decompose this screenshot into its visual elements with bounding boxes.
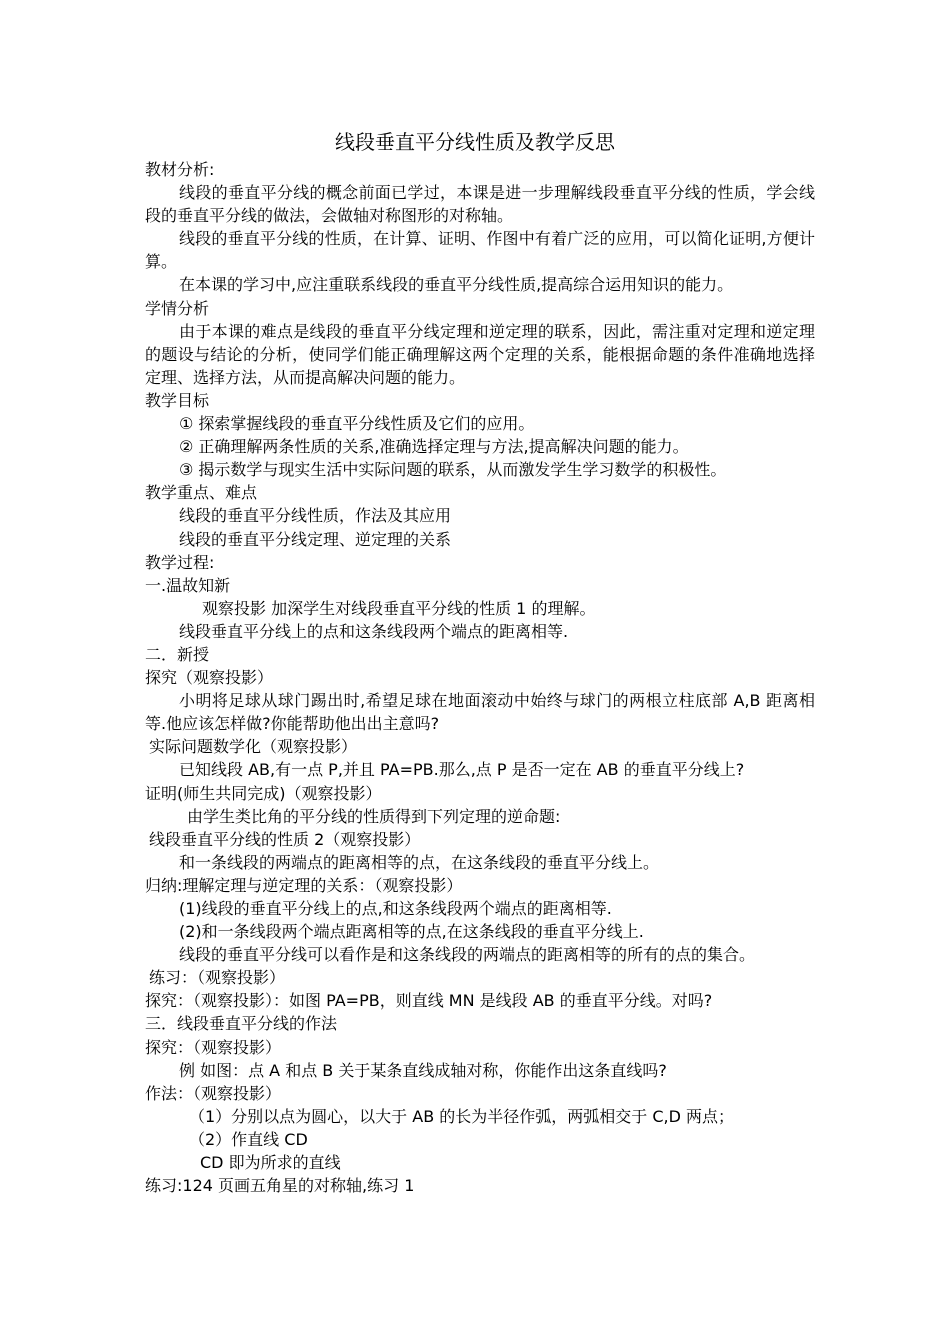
list-item: (2)和一条线段两个端点距离相等的点,在这条线段的垂直平分线上. — [179, 922, 644, 942]
document-title: 线段垂直平分线性质及教学反思 — [335, 130, 615, 154]
list-item: (1)线段的垂直平分线上的点,和这条线段两个端点的距离相等. — [179, 899, 612, 918]
subheading: 练习：（观察投影） — [149, 968, 286, 988]
subheading: 证明(师生共同完成)（观察投影） — [145, 783, 382, 803]
section-heading: 一.温故知新 — [145, 575, 231, 595]
section-heading: 二．新授 — [145, 644, 210, 664]
heading-student-analysis: 学情分析 — [145, 298, 210, 318]
paragraph: 线段的垂直平分线定理、逆定理的关系 — [179, 529, 452, 549]
paragraph: 线段的垂直平分线的概念前面已学过，本课是进一步理解线段垂直平分线的性质，学会线段的垂直平分线的做法，会做轴对称图形的对称轴。 — [145, 183, 815, 226]
paragraph: 观察投影 加深学生对线段垂直平分线的性质 1 的理解。 — [202, 598, 596, 618]
paragraph: 探究：（观察投影）：如图 PA=PB，则直线 MN 是线段 AB 的垂直平分线。对吗? — [145, 991, 713, 1011]
subheading: 线段垂直平分线的性质 2（观察投影） — [149, 829, 421, 849]
paragraph: 在本课的学习中,应注重联系线段的垂直平分线性质,提高综合运用知识的能力。 — [179, 275, 734, 295]
paragraph: 线段的垂直平分线可以看作是和这条线段的两端点的距离相等的所有的点的集合。 — [179, 945, 756, 965]
heading-textbook-analysis: 教材分析: — [145, 160, 215, 179]
paragraph: 练习:124 页画五角星的对称轴,练习 1 — [145, 1176, 415, 1196]
section-heading: 三．线段垂直平分线的作法 — [145, 1014, 338, 1034]
list-item: （1）分别以点为圆心，以大于 AB 的长为半径作弧，两弧相交于 C,D 两点； — [189, 1106, 735, 1126]
paragraph: 由学生类比角的平分线的性质得到下列定理的逆命题: — [187, 806, 561, 826]
heading-teaching-goals: 教学目标 — [145, 390, 210, 410]
paragraph: 小明将足球从球门踢出时,希望足球在地面滚动中始终与球门的两根立柱底部 A,B 距离相等.他应该怎样做?你能帮助他出出主意吗? — [145, 691, 815, 734]
subheading: 作法：（观察投影） — [145, 1083, 282, 1103]
subheading: 实际问题数学化（观察投影） — [149, 737, 358, 757]
list-item: （2）作直线 CD — [189, 1129, 308, 1149]
paragraph: 线段的垂直平分线性质，作法及其应用 — [179, 506, 452, 526]
paragraph: 线段的垂直平分线的性质，在计算、证明、作图中有着广泛的应用，可以简化证明,方便计算。 — [145, 229, 815, 272]
heading-teaching-process: 教学过程: — [145, 552, 215, 572]
list-item: ① 探索掌握线段的垂直平分线性质及它们的应用。 — [179, 414, 535, 434]
paragraph: 已知线段 AB,有一点 P,并且 PA=PB.那么,点 P 是否一定在 AB 的垂直平分线上? — [179, 760, 745, 780]
subheading: 归纳:理解定理与逆定理的关系：（观察投影） — [145, 875, 463, 895]
heading-key-points: 教学重点、难点 — [145, 483, 258, 503]
paragraph: 和一条线段的两端点的距离相等的点，在这条线段的垂直平分线上。 — [179, 852, 660, 872]
document-body — [145, 158, 815, 1197]
paragraph: 线段垂直平分线上的点和这条线段两个端点的距离相等. — [179, 621, 569, 641]
subheading: 探究（观察投影） — [145, 668, 274, 688]
subheading: 探究：（观察投影） — [145, 1037, 282, 1057]
list-item: ② 正确理解两条性质的关系,准确选择定理与方法,提高解决问题的能力。 — [179, 437, 689, 457]
paragraph: 例 如图：点 A 和点 B 关于某条直线成轴对称，你能作出这条直线吗? — [179, 1060, 667, 1080]
paragraph: CD 即为所求的直线 — [200, 1153, 341, 1173]
paragraph: 由于本课的难点是线段的垂直平分线定理和逆定理的联系，因此，需注重对定理和逆定理的题设与结论的分析，使同学们能正确理解这两个定理的关系，能根据命题的条件准确地选择定理、选择方法，从而提高解决问题的能力。 — [145, 321, 815, 387]
list-item: ③ 揭示数学与现实生活中实际问题的联系，从而激发学生学习数学的积极性。 — [179, 460, 727, 480]
